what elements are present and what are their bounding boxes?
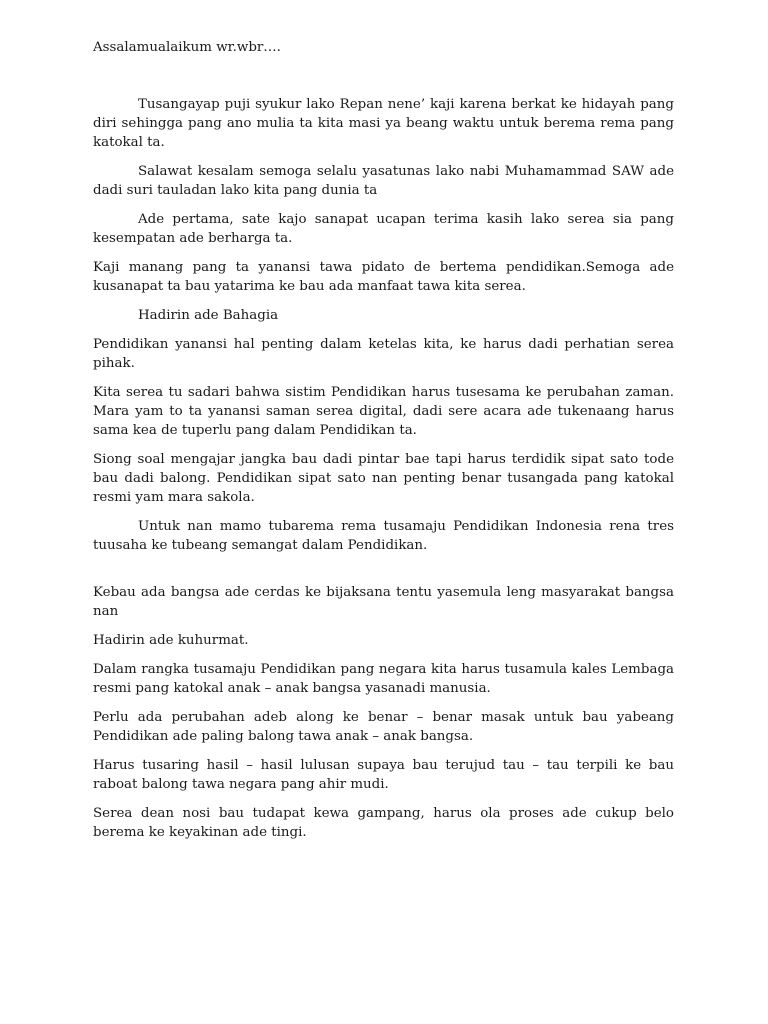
paragraph-nation: Kebau ada bangsa ade cerdas ke bijaksana tentu yasemula leng masyarakat bangsa nan <box>93 585 674 619</box>
heading-hadirin: Hadirin ade Bahagia <box>138 308 279 323</box>
paragraph-thanks: Ade pertama, sate kajo sanapat ucapan terima kasih lako serea sia pang kesempatan ade berharga ta. <box>93 212 674 246</box>
paragraph-teaching: Siong soal mengajar jangka bau dadi pintar bae tapi harus terdidik sipat sato tode bau dadi balong. Pendidikan sipat sato nan penting benar tusangada pang katokal resmi yam mara sakola. <box>93 452 674 505</box>
paragraph-system: Kita serea tu sadari bahwa sistim Pendidikan harus tusesama ke perubahan zaman. Mara yam to ta yanansi saman serea digital, dadi sere acara ade tukenaang harus sama kea de tuperlu pang dalam Pendidikan ta. <box>93 385 674 438</box>
paragraph-intro: Kaji manang pang ta yanansi tawa pidato de bertema pendidikan.Semoga ade kusanapat ta bau yatarima ke bau ada manfaat tawa kita serea. <box>93 260 674 294</box>
paragraph-progress: Untuk nan mamo tubarema rema tusamaju Pendidikan Indonesia rena tres tuusaha ke tubeang semangat dalam Pendidikan. <box>93 519 674 553</box>
paragraph-process: Serea dean nosi bau tudapat kewa gampang, harus ola proses ade cukup belo berema ke keyakinan ade tingi. <box>93 806 674 840</box>
paragraph-institution: Dalam rangka tusamaju Pendidikan pang negara kita harus tusamula kales Lembaga resmi pang katokal anak – anak bangsa yasanadi manusia. <box>93 662 674 696</box>
paragraph-graduates: Harus tusaring hasil – hasil lulusan supaya bau terujud tau – tau terpili ke bau raboat balong tawa negara pang ahir mudi. <box>93 758 674 792</box>
greeting: Assalamualaikum wr.wbr…. <box>93 40 281 55</box>
paragraph-gratitude: Tusangayap puji syukur lako Repan nene’ kaji karena berkat ke hidayah pang diri sehingga pang ano mulia ta kita masi ya beang waktu untuk berema rema pang katokal ta. <box>93 97 674 150</box>
document-body <box>93 38 674 852</box>
heading-hadirin-honored: Hadirin ade kuhurmat. <box>93 633 249 648</box>
paragraph-change: Perlu ada perubahan adeb along ke benar – benar masak untuk bau yabeang Pendidikan ade paling balong tawa anak – anak bangsa. <box>93 710 674 744</box>
paragraph-education-important: Pendidikan yanansi hal penting dalam ketelas kita, ke harus dadi perhatian serea pihak. <box>93 337 674 371</box>
paragraph-salawat: Salawat kesalam semoga selalu yasatunas lako nabi Muhamammad SAW ade dadi suri tauladan lako kita pang dunia ta <box>93 164 674 198</box>
